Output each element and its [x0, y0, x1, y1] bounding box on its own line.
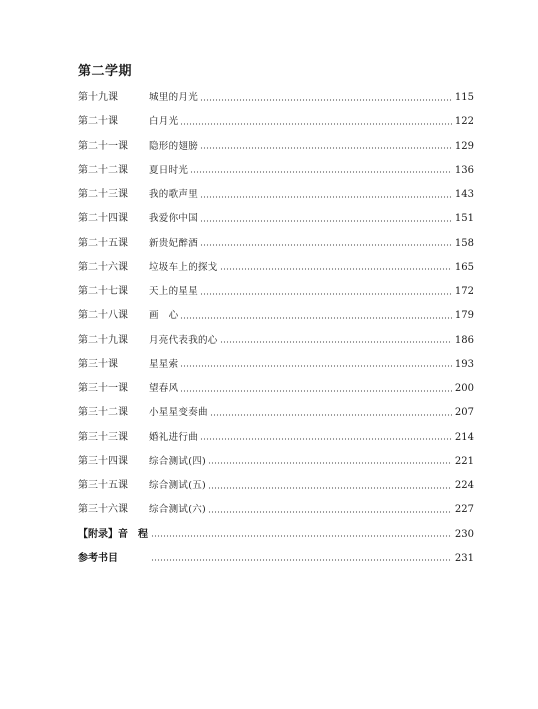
toc-page-number: 224 [454, 480, 474, 492]
toc-lesson-number: 第三十一课 [78, 383, 128, 395]
toc-page-number: 165 [454, 261, 474, 273]
toc-page-number: 227 [454, 504, 474, 516]
toc-row [78, 377, 474, 401]
toc-row [78, 135, 474, 159]
toc-row [78, 426, 474, 450]
toc-lesson-number: 第三十六课 [78, 504, 128, 516]
toc-lesson-title: 综合测试(六) [149, 504, 207, 516]
toc-row [78, 304, 474, 328]
dot-leader [220, 268, 452, 271]
toc-page-number: 200 [454, 383, 474, 395]
toc-lesson-number: 第二十七课 [78, 286, 128, 298]
toc-lesson-title: 夏日时光 [149, 164, 189, 176]
toc-lesson-title: 隐形的翅膀 [149, 140, 199, 152]
toc-page-number: 158 [454, 237, 474, 249]
toc-lesson-number: 第二十四课 [78, 213, 128, 225]
dot-leader [180, 316, 452, 319]
toc-page-number: 193 [454, 358, 474, 370]
dot-leader [200, 195, 452, 198]
toc-page-number: 231 [454, 552, 474, 564]
toc-page-number: 172 [454, 286, 474, 298]
toc-lesson-number: 第三十三课 [78, 431, 128, 443]
toc-lesson-title: 星星索 [149, 358, 179, 370]
dot-leader [208, 486, 452, 489]
toc-appendix-label: 【附录】音 程 [78, 528, 148, 540]
dot-leader [200, 147, 452, 150]
toc-lesson-number: 第二十二课 [78, 164, 128, 176]
toc-lesson-title: 我的歌声里 [149, 189, 199, 201]
toc-lesson-number: 第三十二课 [78, 407, 128, 419]
toc-page-number: 115 [454, 92, 474, 104]
toc-lesson-number: 第二十三课 [78, 189, 128, 201]
toc-row [78, 86, 474, 110]
toc-page-number: 136 [454, 164, 474, 176]
dot-leader [151, 535, 452, 538]
toc-row [78, 401, 474, 425]
toc-lesson-number: 第二十课 [78, 116, 118, 128]
dot-leader [210, 413, 452, 416]
toc-lesson-title: 月亮代表我的心 [149, 334, 218, 346]
toc-page-number: 207 [454, 407, 474, 419]
dot-leader [200, 292, 452, 295]
toc-row [78, 450, 474, 474]
dot-leader [180, 365, 452, 368]
dot-leader [200, 244, 452, 247]
toc-row [78, 110, 474, 134]
toc-lesson-number: 第二十九课 [78, 334, 128, 346]
toc-row [78, 232, 474, 256]
toc-row [78, 498, 474, 522]
toc-page-number: 151 [454, 213, 474, 225]
dot-leader [180, 389, 452, 392]
toc-lesson-title: 垃圾车上的探戈 [149, 261, 218, 273]
toc-lesson-number: 第二十一课 [78, 140, 128, 152]
toc-row [78, 256, 474, 280]
toc-page-number: 221 [454, 455, 474, 467]
toc-lesson-number: 第三十课 [78, 358, 118, 370]
toc-row [78, 329, 474, 353]
toc-lesson-title: 小星星变奏曲 [149, 407, 208, 419]
dot-leader [208, 510, 452, 513]
toc-page-number: 186 [454, 334, 474, 346]
toc-lesson-title: 综合测试(四) [149, 455, 207, 467]
toc-lesson-number: 第二十六课 [78, 261, 128, 273]
toc-page-number: 179 [454, 310, 474, 322]
dot-leader [190, 171, 452, 174]
toc-page-number: 143 [454, 189, 474, 201]
toc-row [78, 183, 474, 207]
toc-page-number: 230 [454, 528, 474, 540]
toc-row [78, 207, 474, 231]
toc-row [78, 353, 474, 377]
toc-references-label: 参考书目 [78, 552, 118, 564]
toc-page-number: 122 [454, 116, 474, 128]
toc-lesson-title: 综合测试(五) [149, 480, 207, 492]
toc-lesson-title: 天上的星星 [149, 286, 199, 298]
toc-page-number: 129 [454, 140, 474, 152]
dot-leader [151, 559, 452, 562]
toc-row-references [78, 547, 474, 571]
dot-leader [180, 122, 452, 125]
toc-lesson-number: 第二十八课 [78, 310, 128, 322]
dot-leader [200, 98, 452, 101]
toc-page-number: 214 [454, 431, 474, 443]
dot-leader [208, 462, 452, 465]
toc-lesson-number: 第二十五课 [78, 237, 128, 249]
toc-lesson-number: 第三十五课 [78, 480, 128, 492]
toc-lesson-title: 望春风 [149, 383, 179, 395]
semester-title: 第二学期 [78, 64, 133, 79]
toc-lesson-number: 第十九课 [78, 92, 118, 104]
toc-lesson-number: 第三十四课 [78, 455, 128, 467]
dot-leader [200, 219, 452, 222]
toc-lesson-title: 新贵妃醉酒 [149, 237, 199, 249]
toc-lesson-title: 白月光 [149, 116, 179, 128]
toc-lesson-title: 城里的月光 [149, 92, 199, 104]
table-of-contents [78, 86, 474, 571]
toc-lesson-title: 画 心 [149, 310, 179, 322]
dot-leader [200, 438, 452, 441]
toc-row-appendix [78, 523, 474, 547]
dot-leader [220, 341, 452, 344]
toc-row [78, 280, 474, 304]
toc-row [78, 474, 474, 498]
toc-lesson-title: 我爱你中国 [149, 213, 199, 225]
toc-row [78, 159, 474, 183]
toc-lesson-title: 婚礼进行曲 [149, 431, 199, 443]
